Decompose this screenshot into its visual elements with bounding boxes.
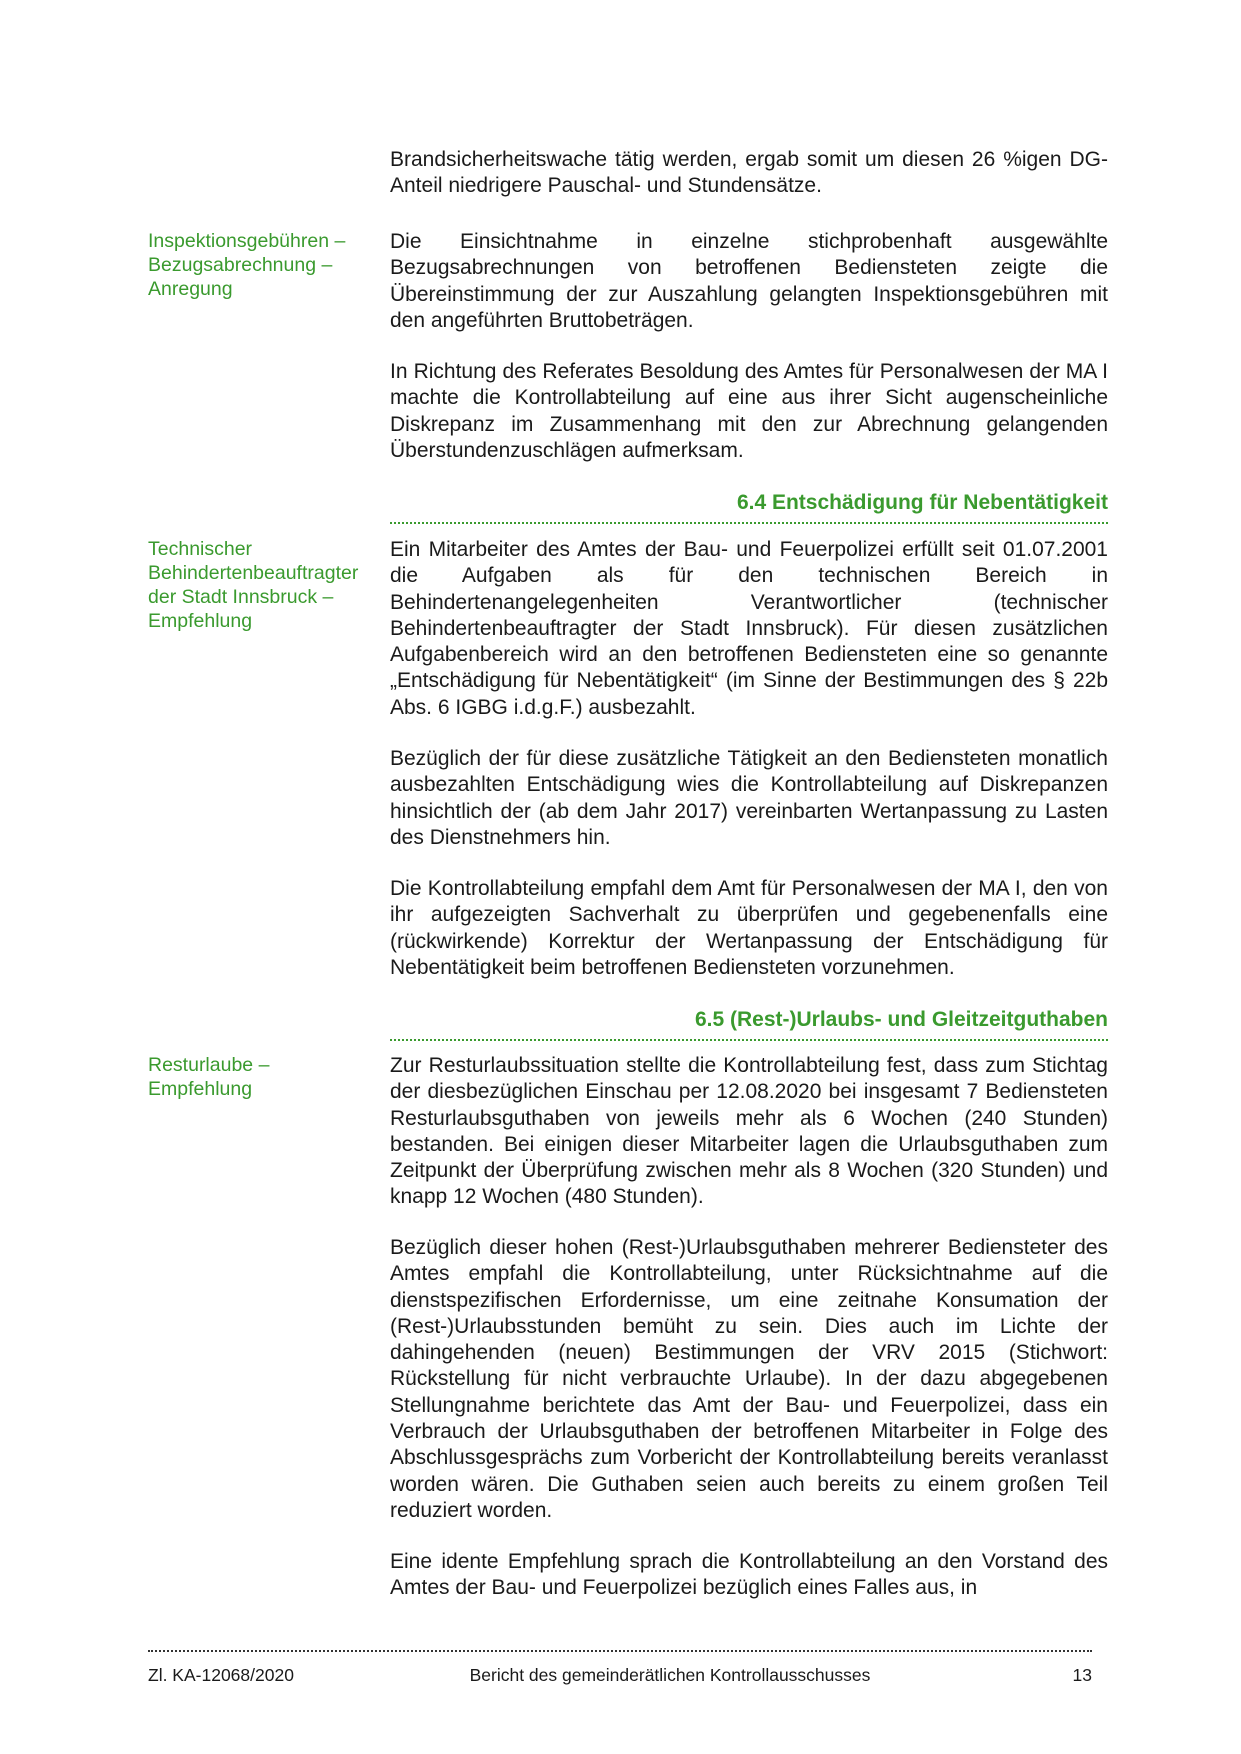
paragraph-entschaedigung-diskrepanz: Bezüglich der für diese zusätzliche Tätigkeit an den Bediensteten monatlich ausbezahlten Entschädigung wies die Kontrollabteilung auf Diskrepanzen hinsichtlich der (ab dem Jahr 2017) vereinbarten Wertanpassung zu Lasten des Dienstnehmers hin. (390, 747, 1108, 849)
paragraph-urlaubsguthaben-empfehlung: Bezüglich dieser hohen (Rest-)Urlaubsguthaben mehrerer Bediensteter des Amtes empfahl die Kontrollabteilung, unter Rücksichtnahme auf die dienstspezifischen Erfordernisse, um eine zeitnahe Konsumation der (Rest-)Urlaubsstunden bemüht zu sein. Dies auch im Lichte der dahingehenden (neuen) Bestimmungen der VRV 2015 (Stichwort: Rückstellung für nicht verbrauchte Urlaube). In der dazu abgegebenen Stellungnahme berichtete das Amt der Bau- und Feuerpolizei, dass ein Verbrauch der Urlaubsguthaben der betroffenen Mitarbeiter in Folge des Abschlussgesprächs zum Vorbericht der Kontrollabteilung bereits veranlasst worden wären. Die Guthaben seien auch bereits zu einem großen Teil reduziert worden. (390, 1236, 1108, 1522)
margin-note-resturlaube: Resturlaube – Empfehlung (148, 1054, 270, 1100)
paragraph-einsichtnahme: Die Einsichtnahme in einzelne stichprobenhaft ausgewählte Bezugsabrechnungen von betroffenen Bediensteten zeigte die Übereinstimmung der zur Auszahlung gelangten Inspektionsgebühren mit den angeführten Bruttobeträgen. (390, 230, 1108, 332)
paragraph-referat-besoldung: In Richtung des Referates Besoldung des Amtes für Personalwesen der MA I machte die Kontrollabteilung auf eine aus ihrer Sicht augenscheinliche Diskrepanz im Zusammenhang mit den zur Abrechnung gelangenden Überstundenzuschlägen aufmerksam. (390, 360, 1108, 462)
paragraph-mitarbeiter-nebentaetigkeit: Ein Mitarbeiter des Amtes der Bau- und Feuerpolizei erfüllt seit 01.07.2001 die Aufgaben als für den technischen Bereich in Behindertenangelegenheiten Verantwortlicher (technischer Behindertenbeauftragter der Stadt Innsbruck). Für diesen zusätzlichen Aufgabenbereich wird an den betroffenen Bediensteten eine so genannte „Entschädigung für Nebentätigkeit“ (im Sinne der Bestimmungen des § 22b Abs. 6 IGBG i.d.g.F.) ausbezahlt. (390, 538, 1108, 719)
footer-divider (148, 1650, 1092, 1652)
footer-reference: Zl. KA-12068/2020 (148, 1665, 294, 1685)
paragraph-brandsicherheitswache: Brandsicherheitswache tätig werden, ergab somit um diesen 26 %igen DG-Anteil niedrigere Pauschal- und Stundensätze. (390, 148, 1108, 198)
margin-note-behindertenbeauftragter: Technischer Behindertenbeauftragter der Stadt Innsbruck – Empfehlung (148, 538, 359, 632)
section-heading-6-4: 6.4 Entschädigung für Nebentätigkeit (390, 490, 1108, 524)
paragraph-resturlaubssituation: Zur Resturlaubssituation stellte die Kontrollabteilung fest, dass zum Stichtag der diesbezüglichen Einschau per 12.08.2020 bei insgesamt 7 Bediensteten Resturlaubsguthaben von jeweils mehr als 6 Wochen (240 Stunden) bestanden. Bei einigen dieser Mitarbeiter lagen die Urlaubsguthaben zum Zeitpunkt der Überprüfung zwischen mehr als 8 Wochen (320 Stunden) und knapp 12 Wochen (480 Stunden). (390, 1054, 1108, 1209)
paragraph-empfehlung-personalwesen: Die Kontrollabteilung empfahl dem Amt für Personalwesen der MA I, den von ihr aufgezeigten Sachverhalt zu überprüfen und gegebenenfalls eine (rückwirkende) Korrektur der Wertanpassung der Entschädigung für Nebentätigkeit beim betroffenen Bediensteten vorzunehmen. (390, 877, 1108, 979)
section-heading-6-5: 6.5 (Rest-)Urlaubs- und Gleitzeitguthaben (390, 1007, 1108, 1041)
footer-report-title: Bericht des gemeinderätlichen Kontrollausschusses (469, 1665, 871, 1685)
paragraph-idente-empfehlung: Eine idente Empfehlung sprach die Kontrollabteilung an den Vorstand des Amtes der Bau- und Feuerpolizei bezüglich eines Falles aus, in (390, 1550, 1108, 1600)
margin-note-inspektionsgebuehren: Inspektionsgebühren – Bezugsabrechnung – Anregung (148, 230, 346, 300)
footer-page-number: 13 (1072, 1665, 1092, 1685)
